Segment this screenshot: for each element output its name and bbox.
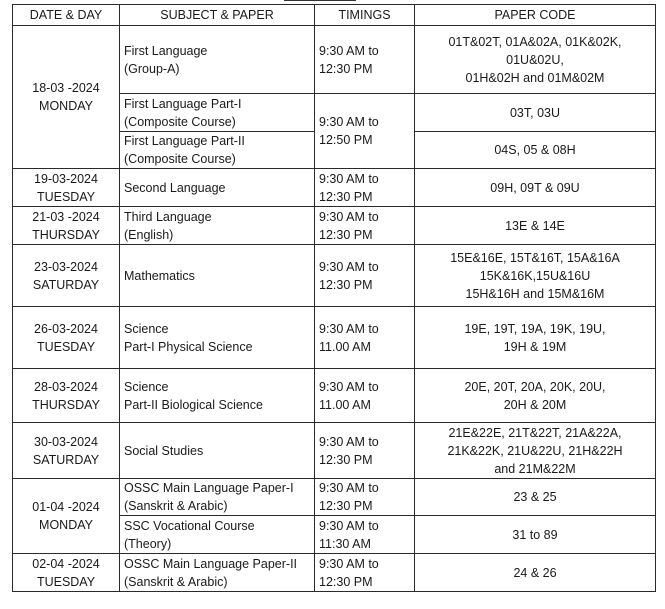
timing-cell: 9:30 AM to 12:30 PM (315, 554, 415, 592)
paper-code-cell: 31 to 89 (415, 516, 656, 554)
subject-cell: First Language (Group-A) (120, 26, 315, 94)
subject-cell: Mathematics (120, 245, 315, 307)
date-cell: 30-03-2024 SATURDAY (13, 423, 120, 479)
timing-cell: 9:30 AM to 12:30 PM (315, 423, 415, 479)
date-cell: 19-03-2024 TUESDAY (13, 169, 120, 207)
timing-cell: 9:30 AM to 12:30 PM (315, 169, 415, 207)
table-row (13, 245, 656, 307)
date-cell: 21-03 -2024 THURSDAY (13, 207, 120, 245)
subject-cell: First Language Part-II (Composite Course) (120, 132, 315, 169)
header-timings: TIMINGS (315, 5, 415, 26)
table-row (13, 554, 656, 592)
table-row (13, 207, 656, 245)
header-subject: SUBJECT & PAPER (120, 5, 315, 26)
top-rule (284, 0, 356, 1)
table-row (13, 307, 656, 369)
date-cell: 01-04 -2024 MONDAY (13, 479, 120, 554)
paper-code-cell: 04S, 05 & 08H (415, 132, 656, 169)
subject-cell: SSC Vocational Course (Theory) (120, 516, 315, 554)
table-row (13, 169, 656, 207)
exam-schedule-table (12, 4, 656, 592)
subject-cell: OSSC Main Language Paper-II (Sanskrit & Arabic) (120, 554, 315, 592)
timing-cell: 9:30 AM to 12:30 PM (315, 26, 415, 94)
timing-cell: 9:30 AM to 12:30 PM (315, 479, 415, 516)
header-code: PAPER CODE (415, 5, 656, 26)
timing-cell: 9:30 AM to 12:30 PM (315, 207, 415, 245)
subject-cell: Science Part-I Physical Science (120, 307, 315, 369)
table-row (13, 26, 656, 94)
header-row (13, 5, 656, 26)
subject-cell: Social Studies (120, 423, 315, 479)
date-cell (13, 26, 120, 169)
timing-cell: 9:30 AM to 11.00 AM (315, 307, 415, 369)
date-text: 18-03 -2024 (32, 81, 100, 95)
paper-code-cell: 21E&22E, 21T&22T, 21A&22A, 21K&22K, 21U&22U, 21H&22H and 21M&22M (415, 423, 656, 479)
subject-cell: Third Language (English) (120, 207, 315, 245)
paper-code-cell: 23 & 25 (415, 479, 656, 516)
paper-code-cell: 13E & 14E (415, 207, 656, 245)
table-row (13, 369, 656, 423)
timing-cell: 9:30 AM to 12:30 PM (315, 245, 415, 307)
timing-cell: 9:30 AM to 11.00 AM (315, 369, 415, 423)
date-cell: 02-04 -2024 TUESDAY (13, 554, 120, 592)
day-text: MONDAY (39, 99, 93, 113)
header-date: DATE & DAY (13, 5, 120, 26)
date-cell: 23-03-2024 SATURDAY (13, 245, 120, 307)
paper-code-cell: 20E, 20T, 20A, 20K, 20U, 20H & 20M (415, 369, 656, 423)
paper-code-cell: 09H, 09T & 09U (415, 169, 656, 207)
paper-code-cell: 15E&16E, 15T&16T, 15A&16A 15K&16K,15U&16U 15H&16H and 15M&16M (415, 245, 656, 307)
paper-code-cell: 03T, 03U (415, 94, 656, 132)
subject-cell: Science Part-II Biological Science (120, 369, 315, 423)
timing-cell: 9:30 AM to 12:50 PM (315, 94, 415, 169)
timing-cell: 9:30 AM to 11:30 AM (315, 516, 415, 554)
paper-code-cell: 01T&02T, 01A&02A, 01K&02K, 01U&02U, 01H&02H and 01M&02M (415, 26, 656, 94)
paper-code-cell: 19E, 19T, 19A, 19K, 19U, 19H & 19M (415, 307, 656, 369)
table-row (13, 479, 656, 516)
paper-code-cell: 24 & 26 (415, 554, 656, 592)
subject-cell: First Language Part-I (Composite Course) (120, 94, 315, 132)
subject-cell: Second Language (120, 169, 315, 207)
table-row (13, 423, 656, 479)
date-cell: 26-03-2024 TUESDAY (13, 307, 120, 369)
date-cell: 28-03-2024 THURSDAY (13, 369, 120, 423)
subject-cell: OSSC Main Language Paper-I (Sanskrit & Arabic) (120, 479, 315, 516)
